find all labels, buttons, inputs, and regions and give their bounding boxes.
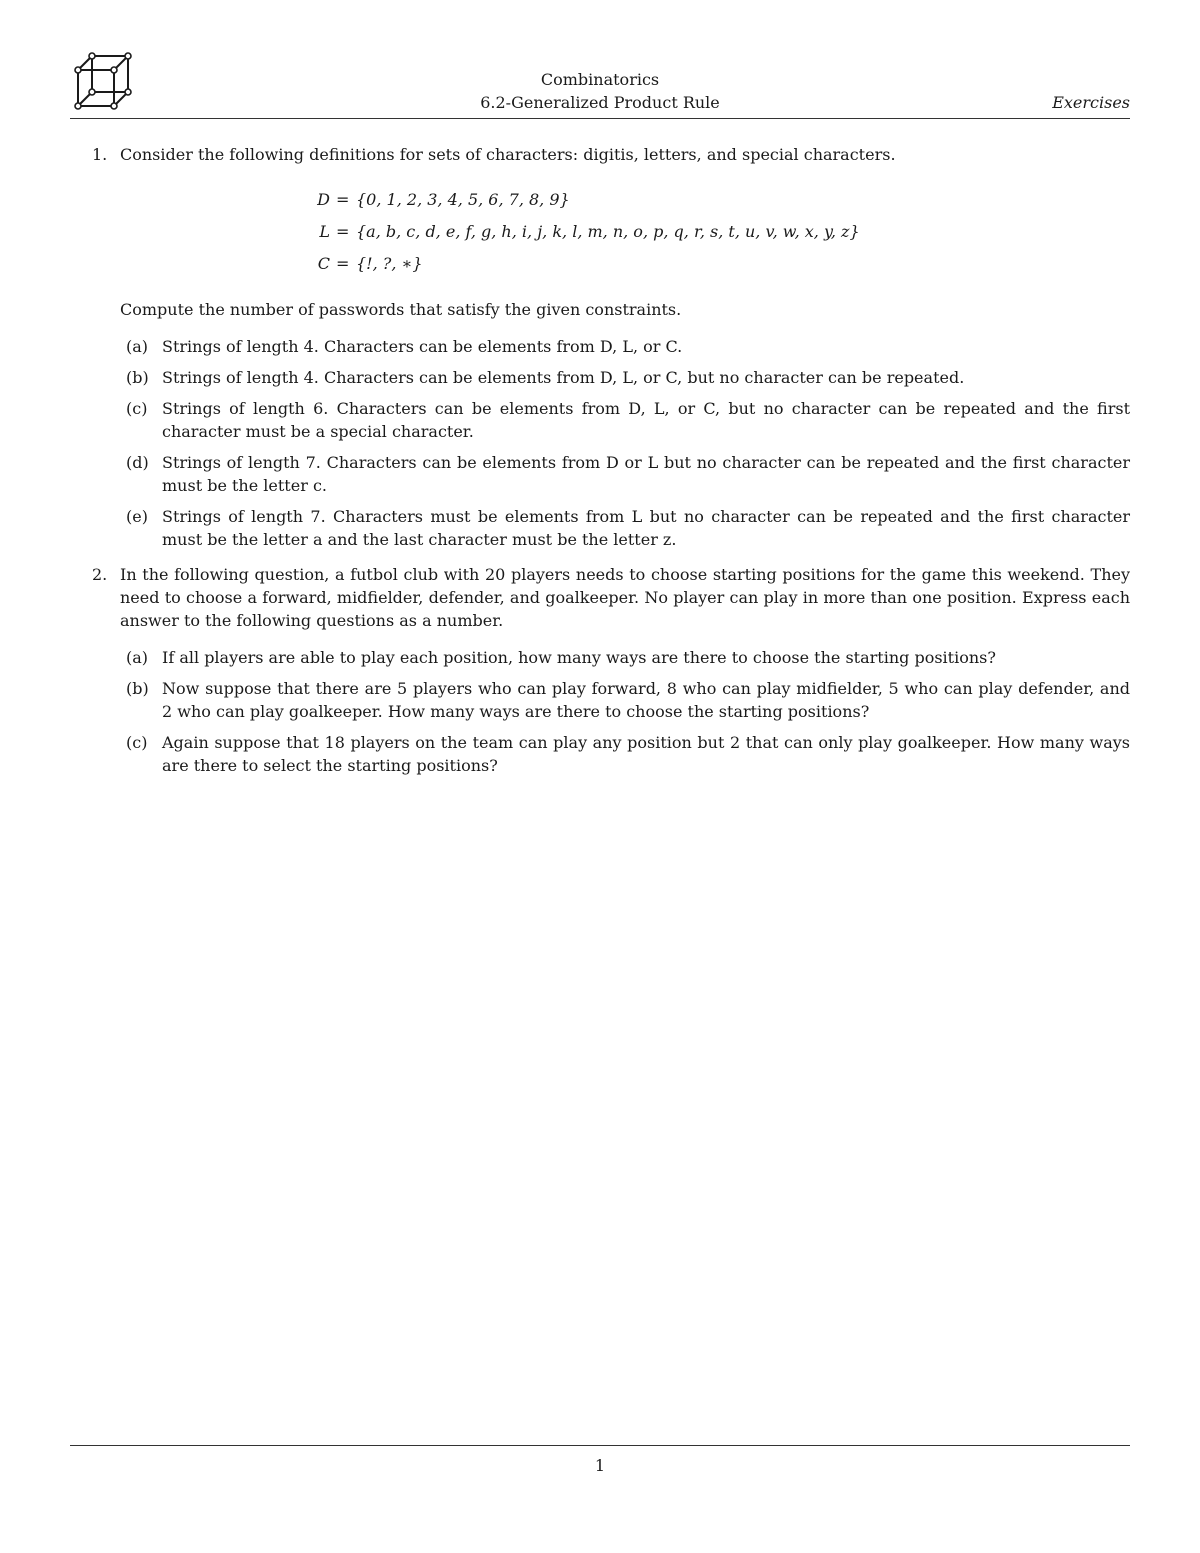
sub-question — [120, 731, 1130, 777]
sub-question-text: Strings of length 7. Characters must be elements from L but no character can be repeated and the first character must be the letter a and the last character must be the letter z. — [162, 507, 1130, 549]
question-intro: In the following question, a futbol club with 20 players needs to choose starting positions for the game this weekend. They need to choose a forward, midfielder, defender, and goalkeeper. No player can play in more than one position. Express each answer to the following questions as a number. — [120, 565, 1130, 630]
equals-sign: = — [336, 190, 350, 209]
header-label: Exercises — [1052, 93, 1130, 112]
sub-question-text: Strings of length 4. Characters can be elements from D, L, or C, but no character can be repeated. — [162, 368, 965, 387]
equals-sign: = — [336, 254, 350, 273]
sub-question — [120, 335, 1130, 358]
sub-question — [120, 646, 1130, 669]
sub-question — [120, 451, 1130, 497]
question-number: 2. — [92, 565, 108, 584]
question-intro: Consider the following definitions for sets of characters: digitis, letters, and special characters. — [120, 145, 896, 164]
sub-question-label: (a) — [126, 337, 149, 356]
sub-questions — [120, 335, 1130, 551]
section-title: 6.2-Generalized Product Rule — [480, 93, 720, 112]
sub-question — [120, 505, 1130, 551]
header-rule — [70, 118, 1130, 119]
exercise-list — [70, 143, 1130, 789]
sub-question — [120, 677, 1130, 723]
sub-question-label: (c) — [126, 733, 148, 752]
sub-question-text: Strings of length 7. Characters can be elements from D or L but no character can be repeated and the first character must be the letter c. — [162, 453, 1130, 495]
question-prompt: Compute the number of passwords that satisfy the given constraints. — [120, 300, 682, 319]
sub-question-label: (b) — [126, 368, 149, 387]
question-number: 1. — [92, 145, 108, 164]
sub-question-label: (a) — [126, 648, 149, 667]
sub-question-text: If all players are able to play each position, how many ways are there to choose the starting positions? — [162, 648, 996, 667]
set-definitions — [120, 184, 1130, 280]
set-name: D — [317, 190, 330, 209]
sub-question — [120, 397, 1130, 443]
sub-question — [120, 366, 1130, 389]
page-number: 1 — [594, 1456, 606, 1475]
set-name: C — [317, 254, 330, 273]
question-2 — [70, 563, 1130, 777]
sub-questions — [120, 646, 1130, 777]
set-members: {0, 1, 2, 3, 4, 5, 6, 7, 8, 9} — [356, 190, 570, 209]
sub-question-text: Strings of length 4. Characters can be elements from D, L, or C. — [162, 337, 683, 356]
sub-question-label: (b) — [126, 679, 149, 698]
set-row — [288, 248, 1130, 280]
sub-question-label: (c) — [126, 399, 148, 418]
equals-sign: = — [336, 222, 350, 241]
sub-question-text: Now suppose that there are 5 players who can play forward, 8 who can play midfielder, 5 who can play defender, and 2 who can play goalkeeper. How many ways are there to choose the starting positions? — [162, 679, 1130, 721]
page-header — [70, 50, 1130, 120]
sub-question-text: Strings of length 6. Characters can be elements from D, L, or C, but no character can be repeated and the first character must be a special character. — [162, 399, 1130, 441]
footer-rule — [70, 1445, 1130, 1446]
course-title: Combinatorics — [540, 70, 660, 89]
set-members: {a, b, c, d, e, f, g, h, i, j, k, l, m, n, o, p, q, r, s, t, u, v, w, x, y, z} — [356, 222, 860, 241]
set-name: L — [319, 222, 330, 241]
sub-question-label: (d) — [126, 453, 149, 472]
sub-question-label: (e) — [126, 507, 148, 526]
sub-question-text: Again suppose that 18 players on the team can play any position but 2 that can only play goalkeeper. How many ways are there to select the starting positions? — [162, 733, 1130, 775]
set-row — [288, 216, 1130, 248]
set-members: {!, ?, ∗} — [356, 254, 423, 273]
question-1 — [70, 143, 1130, 551]
set-row — [288, 184, 1130, 216]
